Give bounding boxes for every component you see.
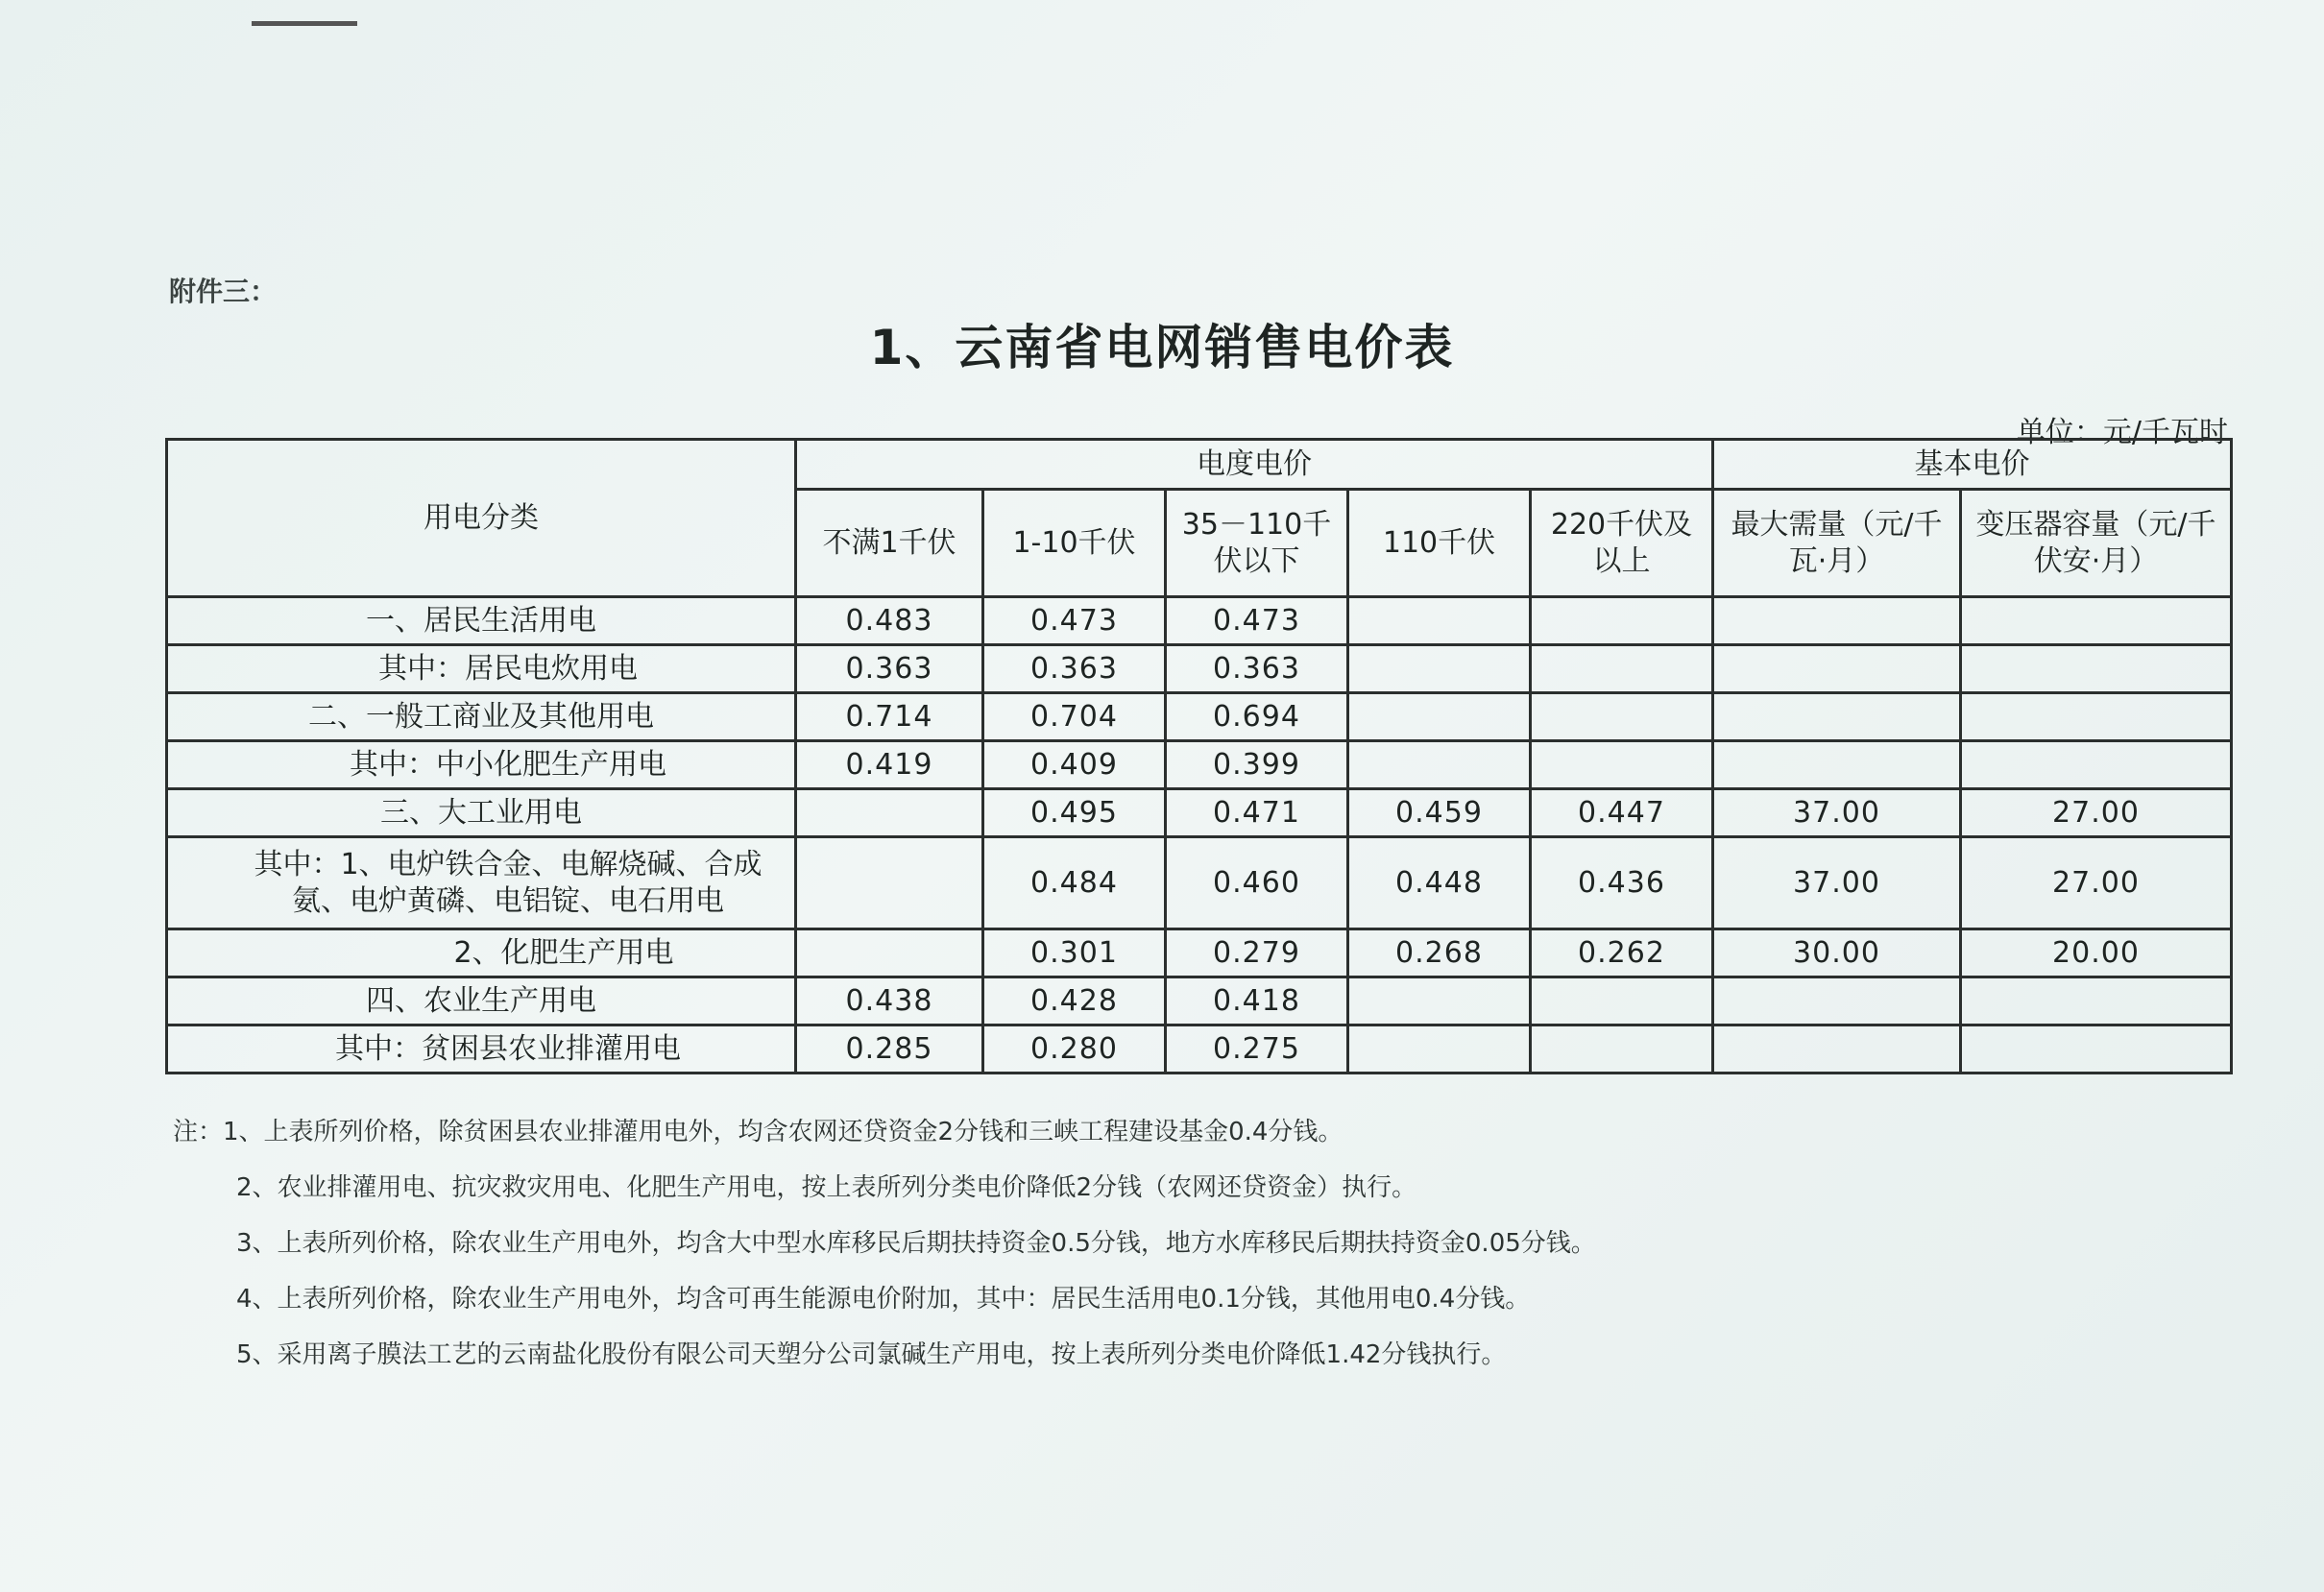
- cell: [1531, 977, 1713, 1025]
- energy-price-header: 电度电价: [796, 440, 1713, 490]
- row-category: 其中：贫困县农业排灌用电: [167, 1025, 796, 1073]
- cell: 27.00: [1961, 837, 2232, 929]
- col-header: 变压器容量（元/千伏安·月）: [1961, 490, 2232, 597]
- note-1: 注：1、上表所列价格，除贫困县农业排灌用电外，均含农网还贷资金2分钱和三峡工程建设基金0.4分钱。: [173, 1118, 1344, 1146]
- table-row: [167, 977, 2232, 1025]
- row-category: 其中：居民电炊用电: [167, 645, 796, 693]
- header-row-groups: [167, 440, 2232, 490]
- cell: [1713, 1025, 1961, 1073]
- cell: 30.00: [1713, 929, 1961, 977]
- col-header: 最大需量（元/千瓦·月）: [1713, 490, 1961, 597]
- table-row: [167, 837, 2232, 929]
- cell: 0.280: [983, 1025, 1166, 1073]
- cell: [1713, 597, 1961, 645]
- cell: 0.694: [1166, 693, 1348, 741]
- cell: [1961, 645, 2232, 693]
- table-row: [167, 597, 2232, 645]
- row-category: 其中：1、电炉铁合金、电解烧碱、合成氨、电炉黄磷、电铝锭、电石用电: [167, 837, 796, 929]
- cell: 0.275: [1166, 1025, 1348, 1073]
- col-header: 110千伏: [1348, 490, 1531, 597]
- cell: 20.00: [1961, 929, 2232, 977]
- col-header: 35－110千伏以下: [1166, 490, 1348, 597]
- unit-label: 单位：元/千瓦时: [2016, 416, 2228, 449]
- cell: [1348, 977, 1531, 1025]
- cell: [1713, 693, 1961, 741]
- note-5: 5、采用离子膜法工艺的云南盐化股份有限公司天塑分公司氯碱生产用电，按上表所列分类电价降低1.42分钱执行。: [236, 1340, 1507, 1369]
- row-category: 二、一般工商业及其他用电: [167, 693, 796, 741]
- cell: [1961, 693, 2232, 741]
- cell: 0.704: [983, 693, 1166, 741]
- cell: 0.285: [796, 1025, 983, 1073]
- table-row: [167, 1025, 2232, 1073]
- table-row: [167, 645, 2232, 693]
- cell: [1961, 741, 2232, 789]
- cell: 27.00: [1961, 789, 2232, 837]
- cell: [796, 929, 983, 977]
- cell: 0.448: [1348, 837, 1531, 929]
- scan-mark: [252, 21, 357, 26]
- cell: 0.363: [983, 645, 1166, 693]
- cell: 0.473: [1166, 597, 1348, 645]
- cell: [1531, 693, 1713, 741]
- note-2: 2、农业排灌用电、抗灾救灾用电、化肥生产用电，按上表所列分类电价降低2分钱（农网还贷资金）执行。: [236, 1173, 1417, 1202]
- page-title: 1、云南省电网销售电价表: [869, 320, 1455, 375]
- cell: [1961, 977, 2232, 1025]
- cell: 0.418: [1166, 977, 1348, 1025]
- cell: 0.483: [796, 597, 983, 645]
- table-row: [167, 741, 2232, 789]
- cell: 0.438: [796, 977, 983, 1025]
- cell: 0.419: [796, 741, 983, 789]
- cell: 0.363: [796, 645, 983, 693]
- cell: 0.436: [1531, 837, 1713, 929]
- cell: [1348, 693, 1531, 741]
- cell: 0.471: [1166, 789, 1348, 837]
- cell: 0.447: [1531, 789, 1713, 837]
- cell: 0.428: [983, 977, 1166, 1025]
- cell: [796, 837, 983, 929]
- cell: [1348, 597, 1531, 645]
- cell: 37.00: [1713, 789, 1961, 837]
- col-header: 220千伏及以上: [1531, 490, 1713, 597]
- row-category: 四、农业生产用电: [167, 977, 796, 1025]
- note-4: 4、上表所列价格，除农业生产用电外，均含可再生能源电价附加，其中：居民生活用电0.1分钱，其他用电0.4分钱。: [236, 1285, 1531, 1314]
- cell: [1713, 645, 1961, 693]
- row-category: 2、化肥生产用电: [167, 929, 796, 977]
- cell: [1348, 741, 1531, 789]
- cell: 0.714: [796, 693, 983, 741]
- cell: [1713, 977, 1961, 1025]
- cell: [1531, 597, 1713, 645]
- cell: [1961, 597, 2232, 645]
- tariff-table: [165, 438, 2233, 1074]
- cell: 0.484: [983, 837, 1166, 929]
- col-header: 不满1千伏: [796, 490, 983, 597]
- col-header: 1-10千伏: [983, 490, 1166, 597]
- cell: 0.301: [983, 929, 1166, 977]
- cell: 0.473: [983, 597, 1166, 645]
- row-category: 三、大工业用电: [167, 789, 796, 837]
- cell: [1531, 645, 1713, 693]
- cell: 0.495: [983, 789, 1166, 837]
- cell: 0.262: [1531, 929, 1713, 977]
- attachment-label: 附件三：: [169, 276, 278, 307]
- cell: 0.363: [1166, 645, 1348, 693]
- cell: [1531, 1025, 1713, 1073]
- cell: [1348, 1025, 1531, 1073]
- category-header: 用电分类: [167, 440, 796, 597]
- cell: 0.409: [983, 741, 1166, 789]
- cell: [1348, 645, 1531, 693]
- cell: 37.00: [1713, 837, 1961, 929]
- table-row: [167, 929, 2232, 977]
- row-category: 其中：中小化肥生产用电: [167, 741, 796, 789]
- basic-price-header: 基本电价: [1713, 440, 2232, 490]
- cell: 0.460: [1166, 837, 1348, 929]
- cell: 0.399: [1166, 741, 1348, 789]
- table-row: [167, 789, 2232, 837]
- cell: [1713, 741, 1961, 789]
- cell: 0.459: [1348, 789, 1531, 837]
- row-category: 一、居民生活用电: [167, 597, 796, 645]
- cell: 0.268: [1348, 929, 1531, 977]
- cell: [796, 789, 983, 837]
- cell: [1531, 741, 1713, 789]
- note-3: 3、上表所列价格，除农业生产用电外，均含大中型水库移民后期扶持资金0.5分钱，地方水库移民后期扶持资金0.05分钱。: [236, 1229, 1596, 1258]
- table-row: [167, 693, 2232, 741]
- cell: 0.279: [1166, 929, 1348, 977]
- cell: [1961, 1025, 2232, 1073]
